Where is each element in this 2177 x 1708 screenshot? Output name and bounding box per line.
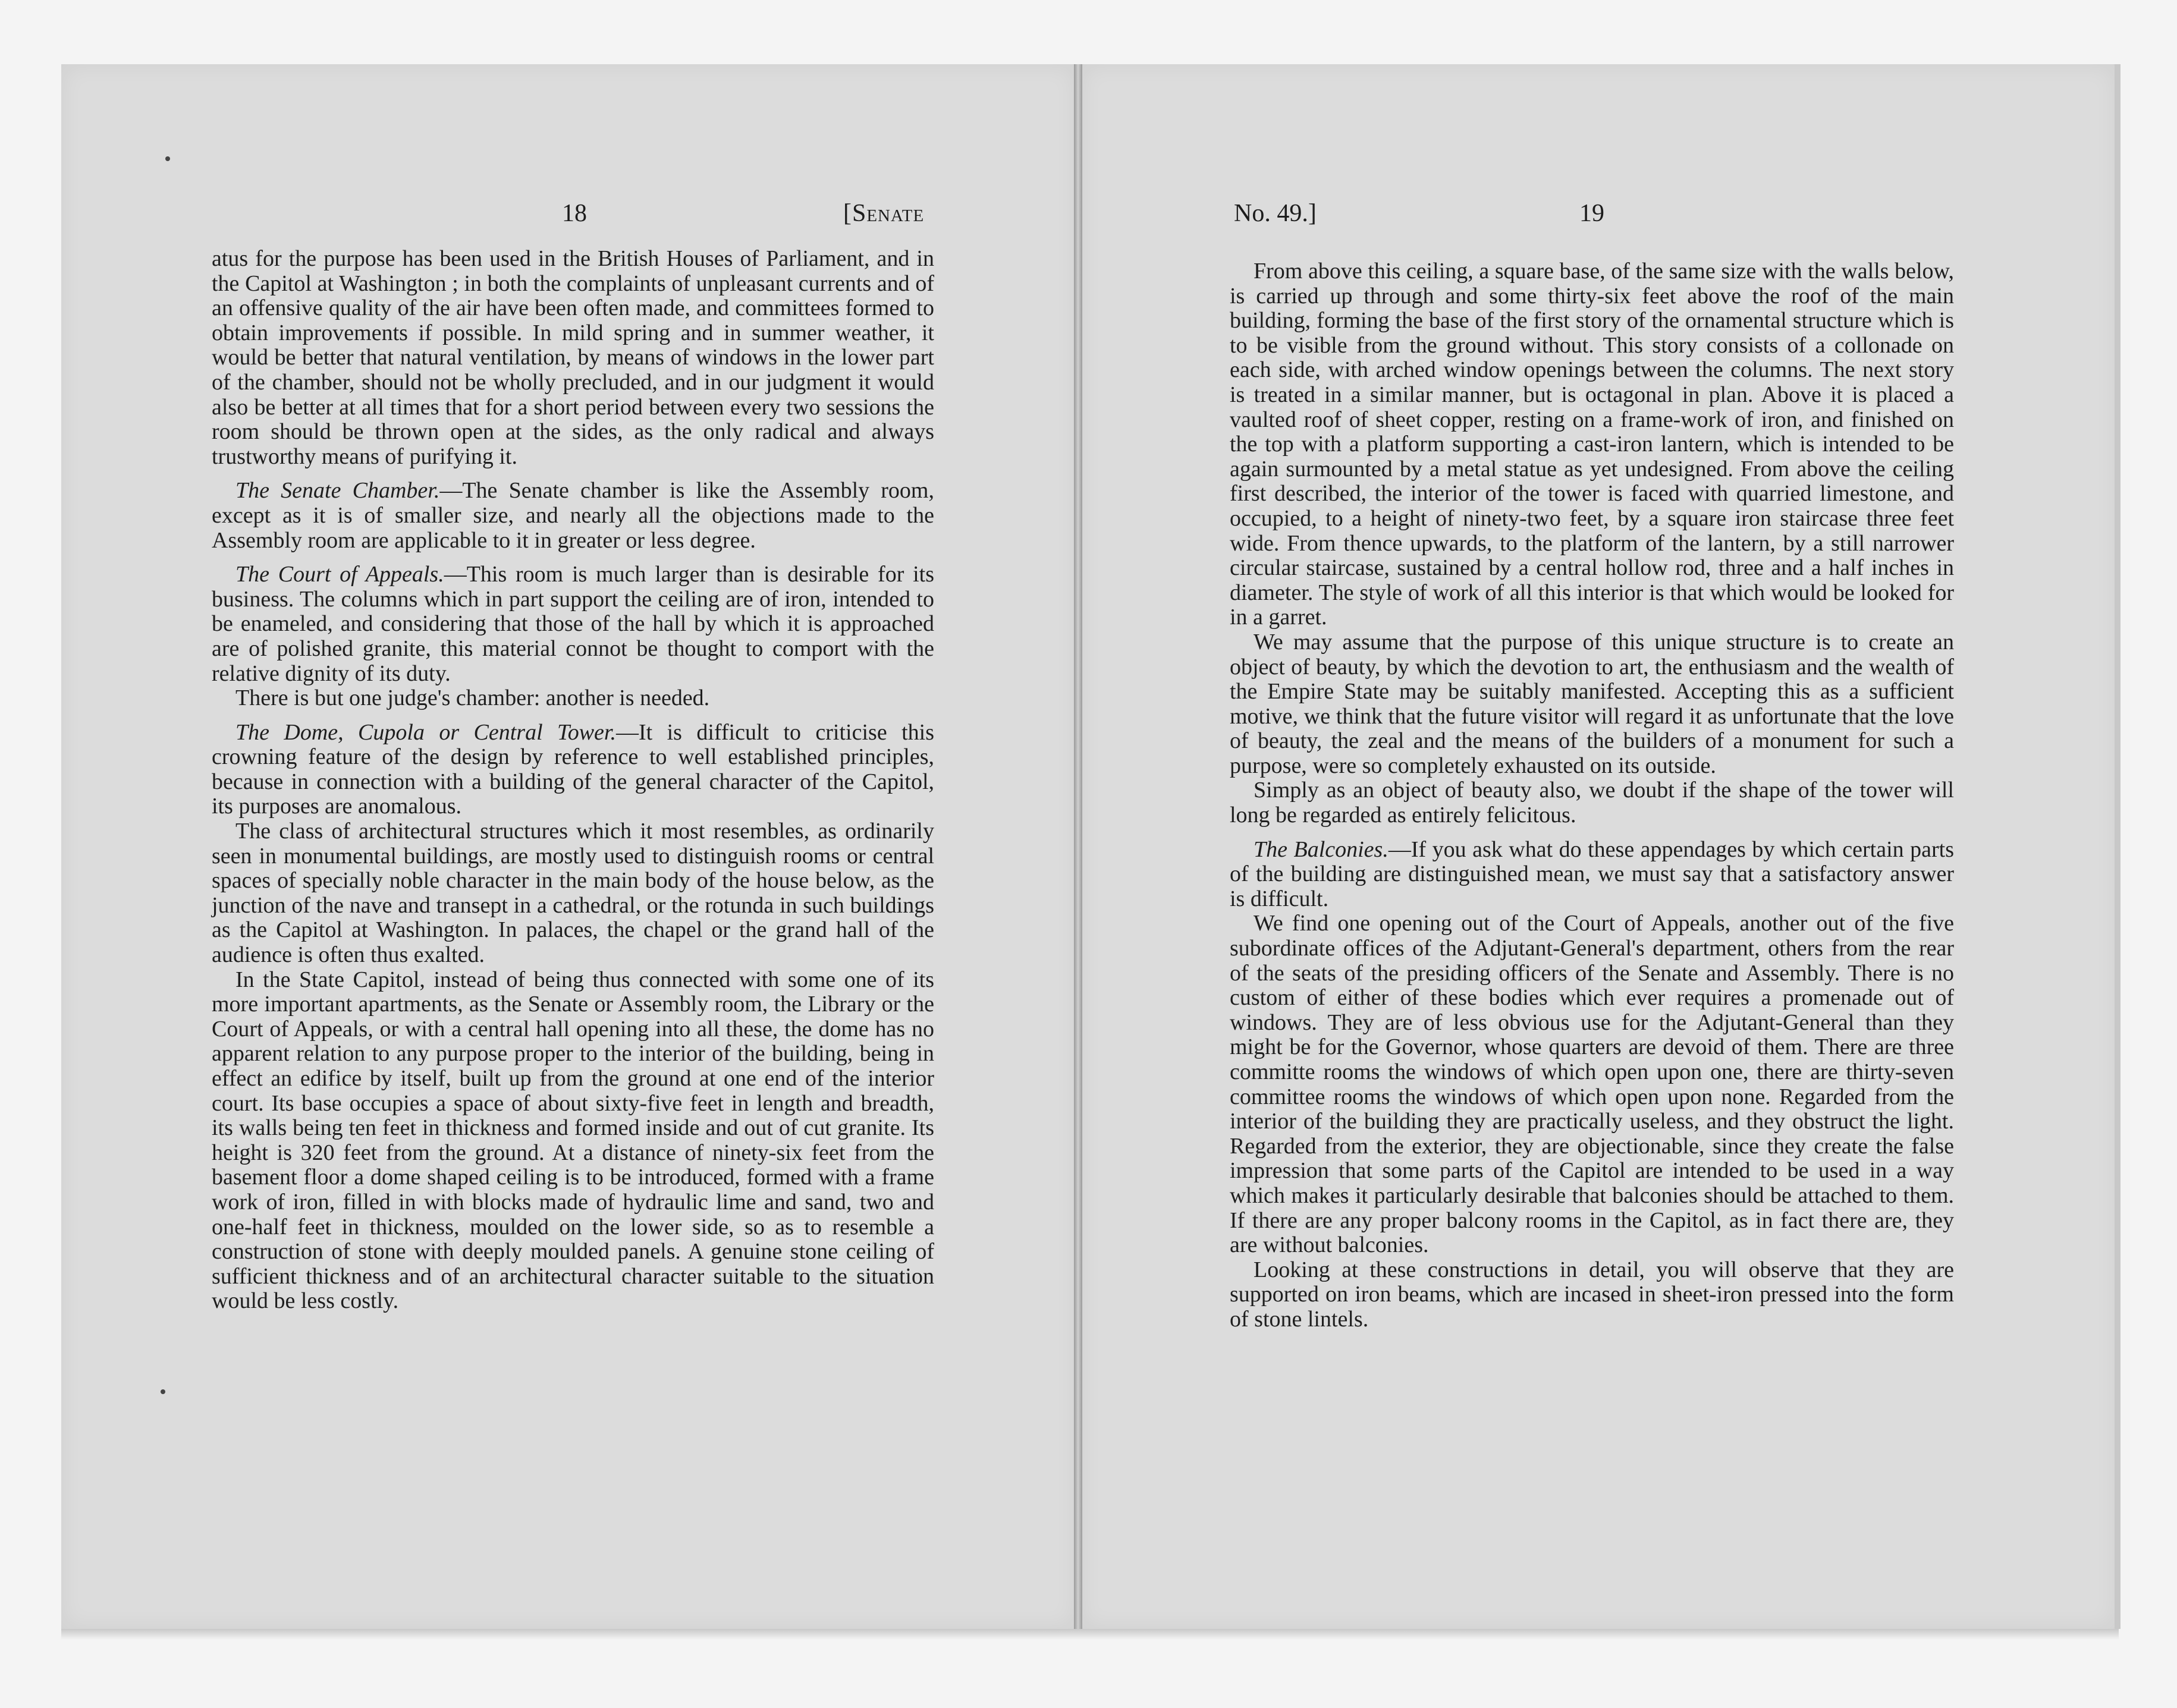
paragraph: atus for the purpose has been used in the British Houses of Parliament, and in the Capitol at Washington ; in both the complaints of unpleasant currents and of an offensive quality of the air have been often made, and committees formed to obtain improvements if possible. In mild spring and in summer weather, it would be better that natural ventilation, by means of windows in the lower part of the chamber, should not be wholly precluded, and in our judgment it would also be better at all times that for a short period between every two sessions the room should be thrown open at the sides, as the only radical and always trustworthy means of purifying it. xyxy=(212,246,934,469)
page-edge xyxy=(2115,64,2121,1629)
speck-mark xyxy=(161,1389,165,1394)
paragraph-dome: The Dome, Cupola or Central Tower.—It is difficult to criticise this crowning feature of the design by reference to well established principles, because in connection with a building of the general character of the Capitol, its purposes are anomalous. xyxy=(212,719,934,819)
paragraph: From above this ceiling, a square base, of the same size with the walls below, is carried up through and some thirty-six feet above the roof of the main building, forming the base of the first story of the ornamental structure which is to be visible from the ground without. This story consists of a collonade on each side, with arched window openings between the columns. The next story is treated in a similar manner, but is octagonal in plan. Above it is placed a vaulted roof of sheet copper, resting on a frame-work of iron, and finished on the top with a platform supporting a cast-iron lantern, which is intended to be again surmounted by a metal statue as yet undesigned. From above the ceiling first described, the interior of the tower is faced with quarried limestone, and occupied, to a height of ninety-two feet, by a square iron staircase three feet wide. From thence upwards, to the platform of the lantern, by a still narrower circular staircase, sustained by a central hollow rod, three and a half inches in diameter. The style of work of all this interior is that which would be looked for in a garret. xyxy=(1230,259,1954,630)
paragraph: We find one opening out of the Court of Appeals, another out of the five subordinate offices of the Adjutant-General's department, others from the rear of the seats of the presiding officers of the Senate and Assembly. There is no custom of either of these bodies which ever requires a promenade out of windows. They are of less obvious use for the Adjutant-General than they might be for the Governor, whose quarters are devoid of them. There are three committe rooms the windows of which open upon one, there are thirty-seven committee rooms the windows of which open upon none. Regarded from the interior of the building they are practically useless, and they obstruct the light. Regarded from the exterior, they are objectionable, since they create the false impression that some parts of the Capitol are intended to be used in a way which makes it particularly desirable that balconies should be attached to them. If there are any proper balcony rooms in the Capitol, as in fact there are, they are without balconies. xyxy=(1230,911,1954,1258)
paragraph-text: This room is much larger than is desirable for its business. The columns which in part support the ceiling are of iron, intended to be enameled, and considering that those of the hall by which it is approached are of polished granite, this material connot be thought to comport with the relative dignity of its duty. xyxy=(212,562,934,686)
paragraph-court-of-appeals: The Court of Appeals.—This room is much larger than is desirable for its business. The columns which in part support the ceiling are of iron, intended to be enameled, and considering that those of the hall by which it is approached are of polished granite, this material connot be thought to comport with the relative dignity of its duty. xyxy=(212,562,934,686)
section-heading: The Senate Chamber. xyxy=(235,478,440,504)
paragraph: In the State Capitol, instead of being thus connected with some one of its more important apartments, as the Senate or Assembly room, the Library or the Court of Appeals, or with a central hall opening into all these, the dome has no apparent relation to any purpose proper to the interior of the building, being in effect an edifice by itself, built up from the ground at one end of the interior court. Its base occupies a space of about sixty-five feet in length and breadth, its walls being ten feet in thickness and formed inside and out of cut granite. Its height is 320 feet from the ground. At a distance of ninety-six feet from the basement floor a dome shaped ceiling is to be introduced, formed with a frame work of iron, filled in with blocks made of hydraulic lime and sand, two and one-half feet in thickness, moulded on the lower side, so as to resemble a construction of stone with deeply moulded panels. A genuine stone ceiling of sufficient thickness and of an architectural character suitable to the situation would be less costly. xyxy=(212,967,934,1314)
paragraph: The class of architectural structures which it most resembles, as ordinarily seen in monumental buildings, are mostly used to distinguish rooms or central spaces of specially noble character in the main body of the house below, as the junction of the nave and transept in a cathedral, or the rotunda in such buildings as the Capitol at Washington. In palaces, the chapel or the grand hall of the audience is often thus exalted. xyxy=(212,819,934,968)
paragraph-text: It is difficult to criticise this crowning feature of the design by reference to well established principles, because in connection with a building of the general character of the Capitol, its purposes are anomalous. xyxy=(212,719,934,819)
section-heading: The Balconies. xyxy=(1254,836,1388,862)
paragraph: We may assume that the purpose of this unique structure is to create an object of beauty, by which the devotion to art, the enthusiasm and the wealth of the Empire State may be suitably manifested. Accepting this as a sufficient motive, we think that the future visitor will regard it as unfortunate that the love of beauty, the zeal and the means of the builders of a monument for such a purpose, were so completely exhausted on its outside. xyxy=(1230,629,1954,778)
paragraph-text: If you ask what do these appendages by which certain parts of the building are distinguished mean, we must say that a satisfactory answer is difficult. xyxy=(1230,836,1954,911)
page-number-left: 18 xyxy=(562,200,587,227)
running-head-left: [Senate xyxy=(843,200,925,227)
paragraph: Simply as an object of beauty also, we doubt if the shape of the tower will long be regarded as entirely felicitous. xyxy=(1230,778,1954,828)
page-shadow xyxy=(61,1629,2119,1640)
left-page-body xyxy=(212,247,934,1323)
paragraph: Looking at these constructions in detail, you will observe that they are supported on iron beams, which are incased in sheet-iron pressed into the form of stone lintels. xyxy=(1230,1257,1954,1332)
running-head-right: No. 49.] xyxy=(1234,200,1317,227)
section-heading: The Dome, Cupola or Central Tower. xyxy=(235,719,616,745)
page-number-right: 19 xyxy=(1579,200,1604,227)
paragraph: There is but one judge's chamber: another is needed. xyxy=(235,685,710,711)
paragraph-text: The Senate chamber is like the Assembly room, except as it is of smaller size, and nearly all the objections made to the Assembly room are applicable to it in greater or less degree. xyxy=(212,478,934,553)
section-heading: The Court of Appeals. xyxy=(235,562,444,587)
right-page-body xyxy=(1230,259,1954,1342)
paragraph-balconies: The Balconies.—If you ask what do these appendages by which certain parts of the building are distinguished mean, we must say that a satisfactory answer is difficult. xyxy=(1230,836,1954,911)
paragraph-senate-chamber: The Senate Chamber.—The Senate chamber is like the Assembly room, except as it is of smaller size, and nearly all the objections made to the Assembly room are applicable to it in greater or less degree. xyxy=(212,478,934,553)
book-gutter xyxy=(1074,64,1082,1629)
speck-mark xyxy=(165,156,170,161)
